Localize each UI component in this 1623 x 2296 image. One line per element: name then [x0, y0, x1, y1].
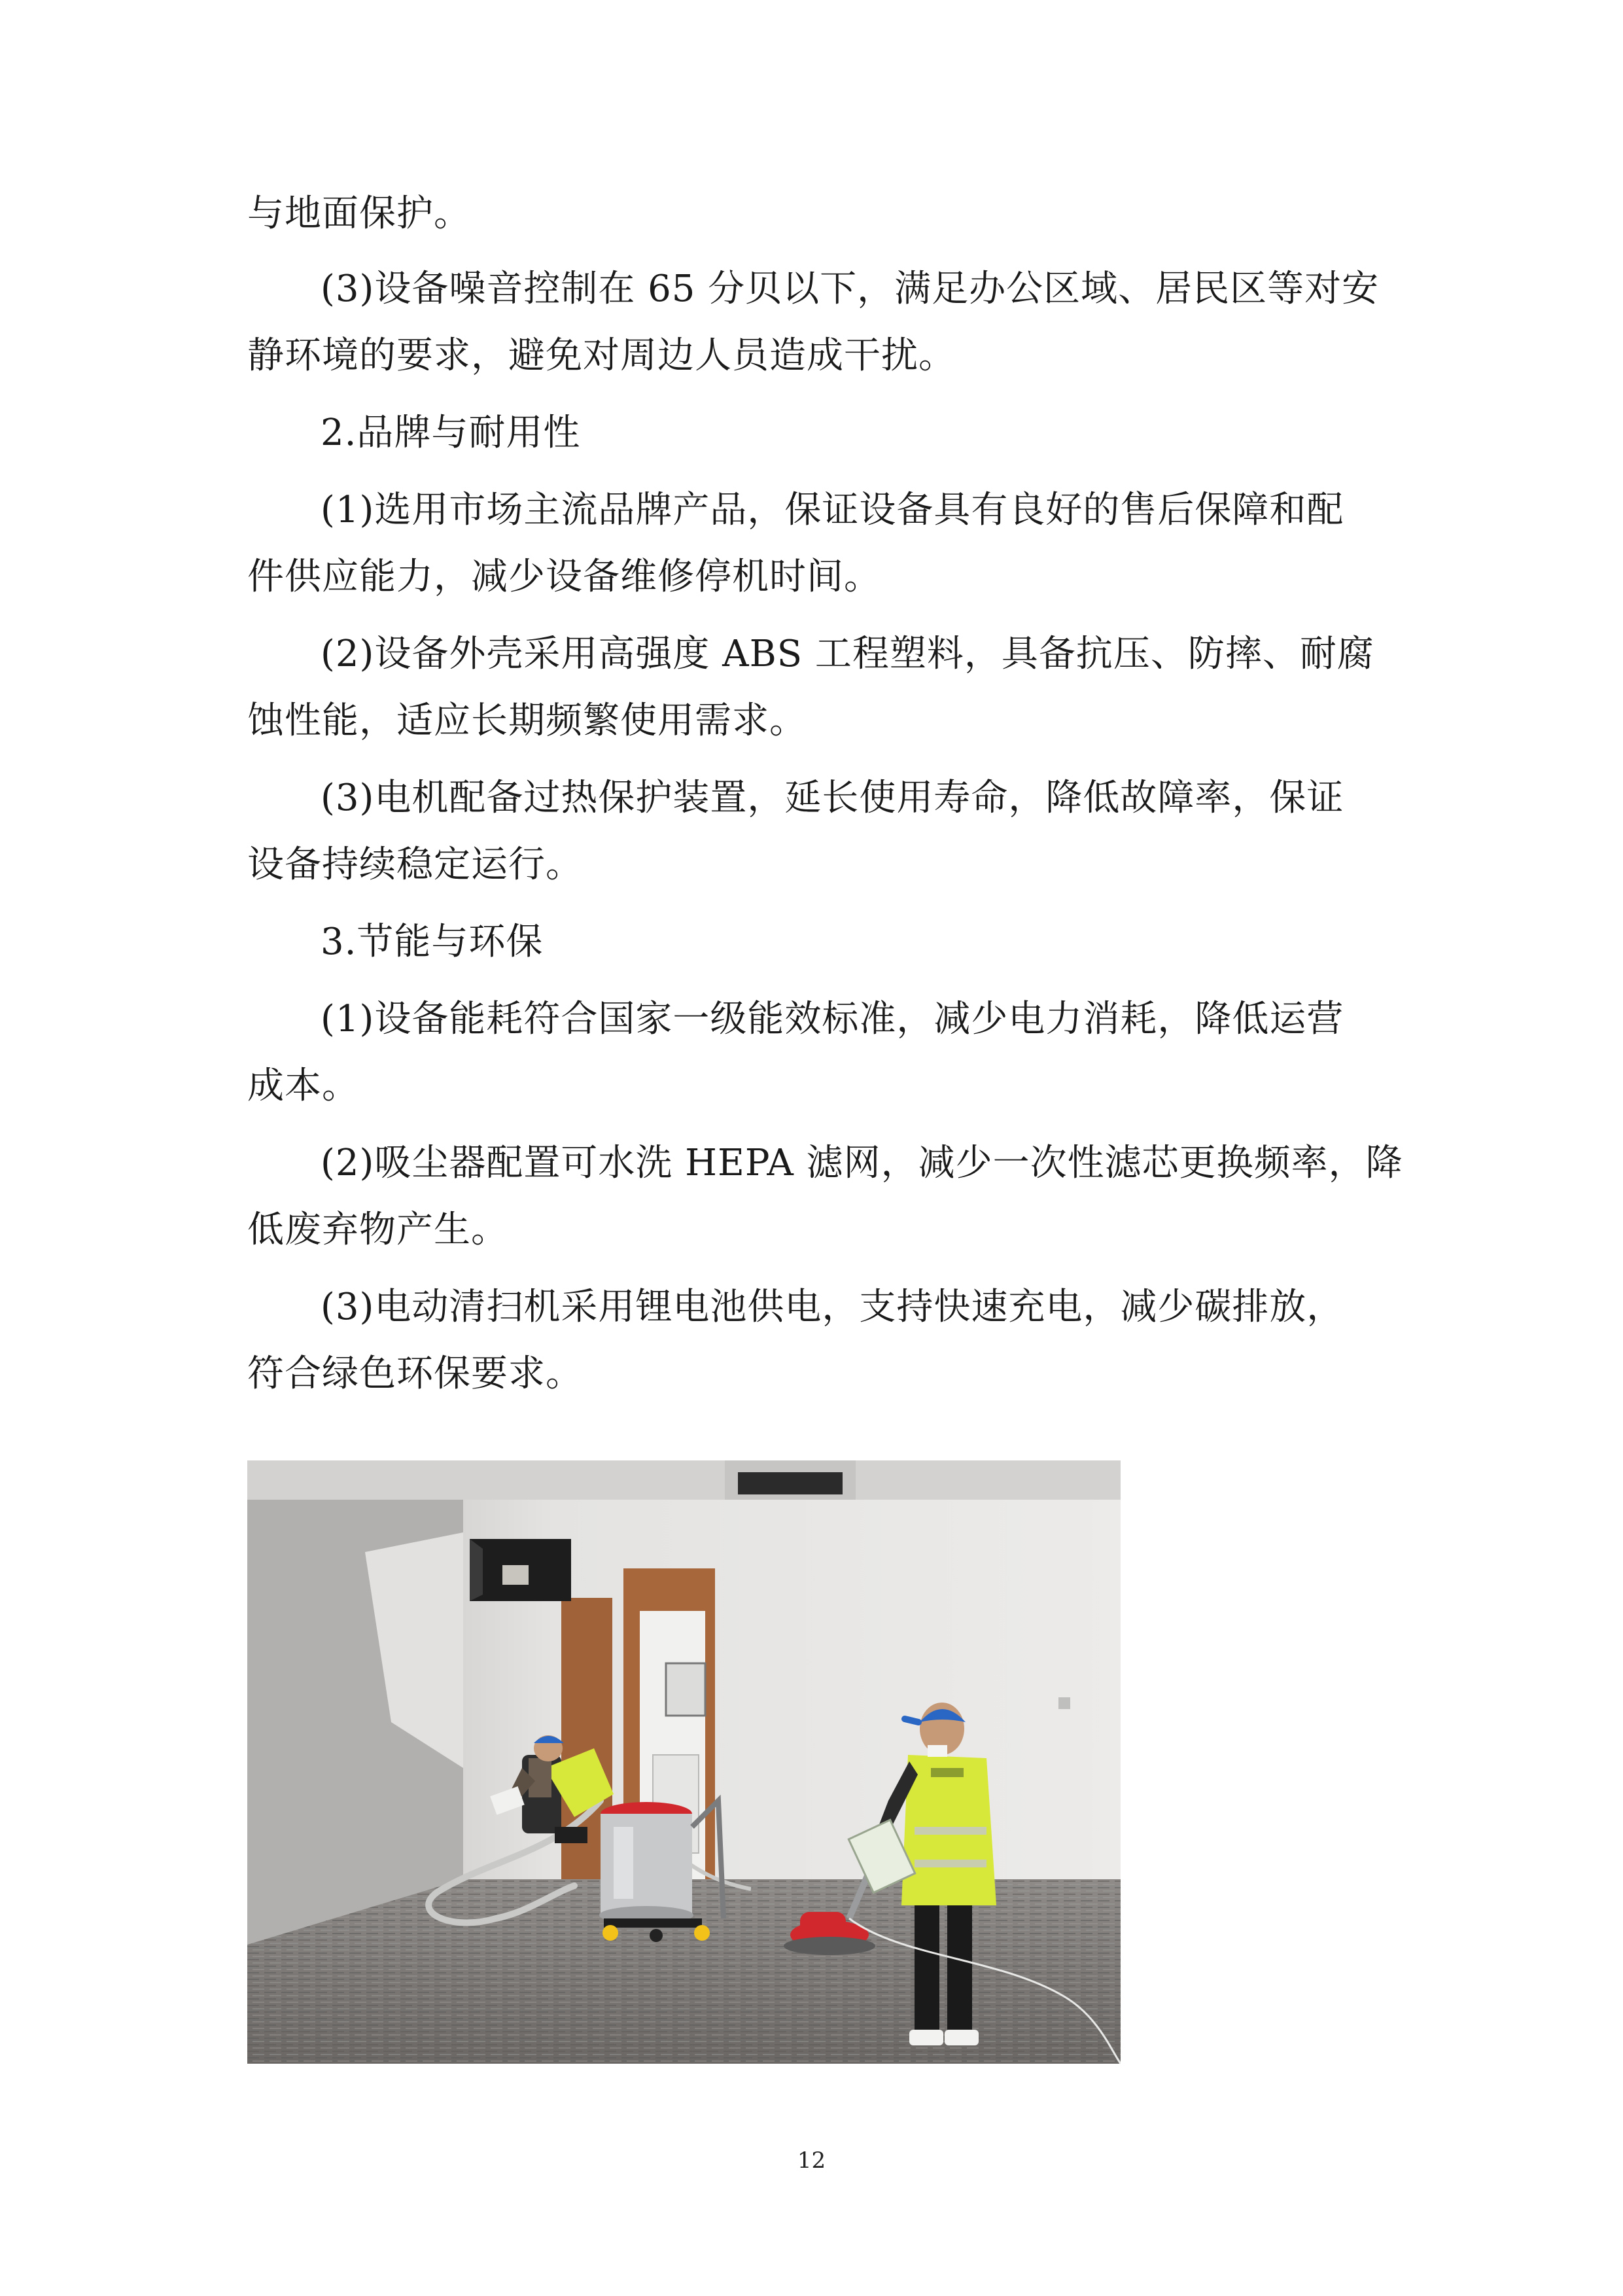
paragraph-line: 低废弃物产生。	[247, 1209, 508, 1251]
paragraph-line: (3)电机配备过热保护装置，延长使用寿命，降低故障率，保证	[321, 777, 1344, 819]
paragraph-line: 静环境的要求，避免对周边人员造成干扰。	[247, 334, 956, 377]
paragraph-line: (2)吸尘器配置可水洗 HEPA 滤网，减少一次性滤芯更换频率，降	[321, 1142, 1403, 1184]
paragraph-line: 与地面保护。	[247, 192, 471, 235]
ceiling	[247, 1460, 1121, 1506]
paragraph-line: 设备持续稳定运行。	[247, 843, 583, 886]
cleaning-photo	[247, 1460, 1121, 2064]
paragraph-line: (2)设备外壳采用高强度 ABS 工程塑料，具备抗压、防摔、耐腐	[321, 633, 1374, 675]
paragraph-line: 蚀性能，适应长期频繁使用需求。	[247, 699, 807, 742]
ceiling-light	[738, 1472, 843, 1494]
page-number: 12	[797, 2147, 826, 2174]
section-heading: 2.品牌与耐用性	[321, 412, 581, 454]
cleaning-scene-illustration	[247, 1460, 1121, 2064]
paragraph-line: (3)电动清扫机采用锂电池供电，支持快速充电，减少碳排放，	[321, 1286, 1344, 1328]
paragraph-line: 成本。	[247, 1065, 359, 1107]
paragraph-line: (3)设备噪音控制在 65 分贝以下，满足办公区域、居民区等对安	[321, 268, 1380, 310]
paragraph-line: 符合绿色环保要求。	[247, 1352, 583, 1395]
paragraph-line: (1)选用市场主流品牌产品，保证设备具有良好的售后保障和配	[321, 489, 1344, 531]
paragraph-line: (1)设备能耗符合国家一级能效标准，减少电力消耗，降低运营	[321, 998, 1344, 1040]
section-heading: 3.节能与环保	[321, 921, 544, 963]
paragraph-line: 件供应能力，减少设备维修停机时间。	[247, 556, 881, 598]
